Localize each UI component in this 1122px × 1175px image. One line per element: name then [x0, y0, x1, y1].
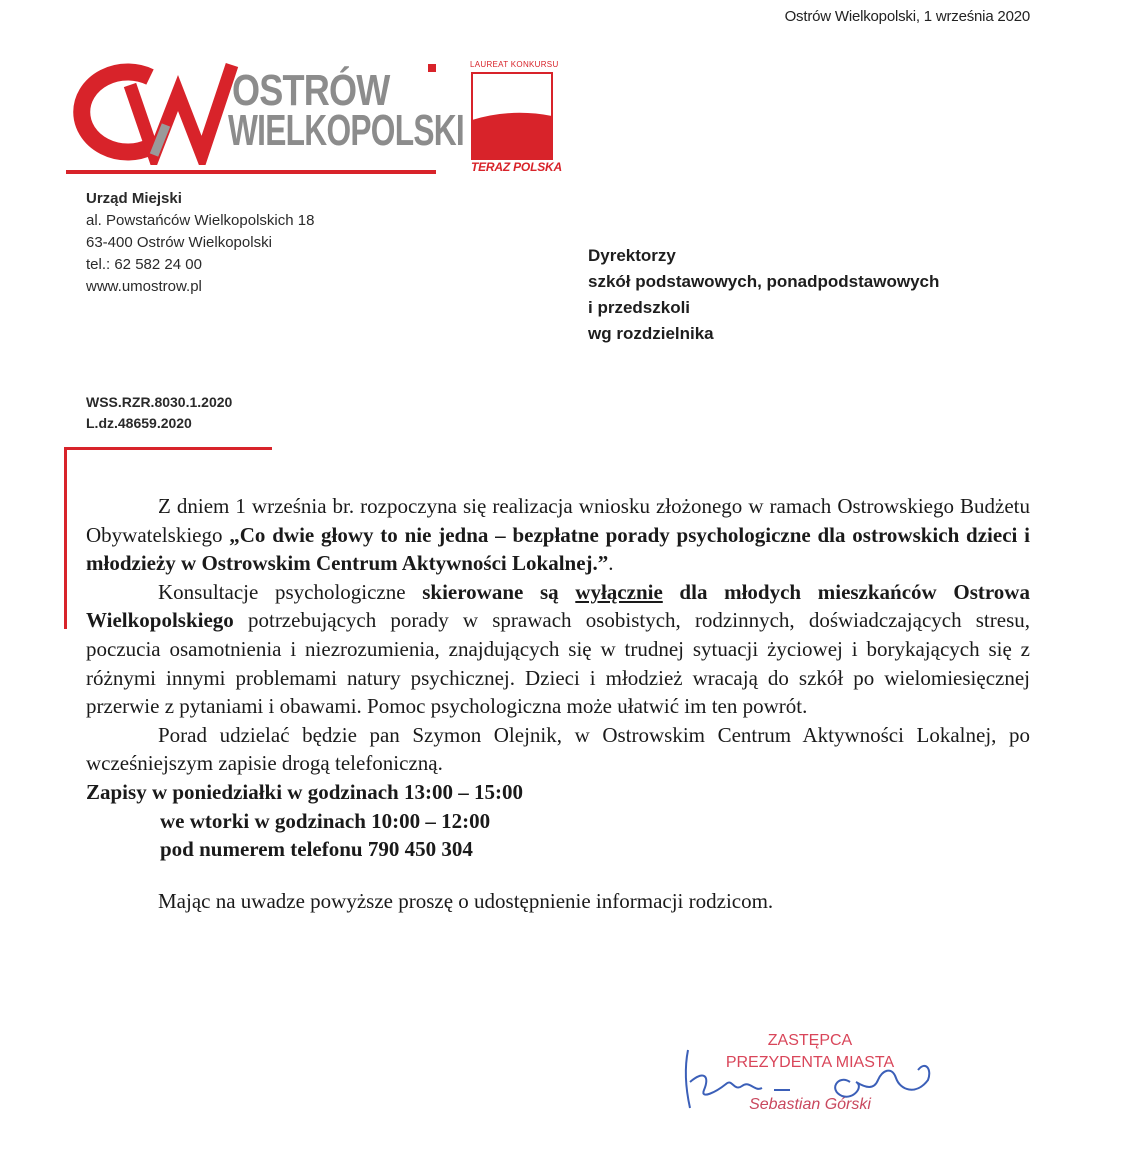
schedule-line: pod numerem telefonu 790 450 304 — [160, 837, 473, 862]
recipient-block — [588, 243, 939, 347]
stamp-title: PREZYDENTA MIASTA — [725, 1054, 895, 1071]
text-run: potrzebujących porady w sprawach osobistych, rodzinnych, doświadczających stresu, poczucia osamotnienia i niezrozumienia, znajdujących się w trudnej sytuacji życiowej i borykających się z różnymi innymi problemami natury psychicznej. Dzieci i młodzież wracają do szkół po wielomiesięcznej przerwie z pytaniami i obawami. Pomoc psychologiczna może ułatwić im ten powrót. — [86, 608, 1030, 719]
office-address — [86, 188, 314, 298]
recipient-line: i przedszkoli — [588, 298, 691, 317]
official-stamp — [690, 1030, 930, 1116]
recipient-line: Dyrektorzy — [588, 246, 676, 265]
office-phone: tel.: 62 582 24 00 — [86, 256, 202, 273]
text-run: Z dniem 1 września br. rozpoczyna się realizacja wniosku złożonego w ramach Ostrowskiego Budżetu Obywatelskiego — [86, 494, 1030, 547]
closing-paragraph: Mając na uwadze powyższe proszę o udostępnienie informacji rodzicom. — [158, 888, 774, 913]
text-run: Konsultacje psychologiczne — [158, 579, 423, 604]
logo-dot — [428, 64, 436, 72]
award-name: TERAZ POLSKA — [471, 160, 562, 174]
paragraph-1 — [86, 492, 1030, 578]
schedule-block — [86, 778, 1030, 864]
recipient-line: szkół podstawowych, ponadpodstawowych — [588, 272, 940, 291]
office-name: Urząd Miejski — [86, 190, 182, 207]
reference-numbers — [86, 392, 232, 434]
emphasis-run: dla młodych mieszkańców Ostrowa Wielkopolskiego — [86, 579, 1030, 633]
project-title: „Co dwie głowy to nie jedna – bezpłatne porady psychologiczne dla ostrowskich dzieci i młodzieży w Ostrowskim Centrum Aktywności Lokalnej.” — [86, 522, 1030, 576]
logo-word-ostrow: OSTRÓW — [232, 66, 390, 115]
signatory-name: Sebastian Górski — [749, 1096, 871, 1113]
text-run: . — [608, 551, 614, 576]
corner-bracket-top — [64, 447, 272, 450]
office-website: www.umostrow.pl — [86, 278, 202, 295]
corner-bracket-left — [64, 447, 67, 629]
emphasis-run: skierowane są — [422, 579, 576, 604]
stamp-title: ZASTĘPCA — [767, 1032, 853, 1049]
paragraph-2 — [86, 578, 1030, 721]
logo-underline — [66, 170, 436, 174]
letter-date: Ostrów Wielkopolski, 1 września 2020 — [784, 8, 1030, 25]
office-city: 63-400 Ostrów Wielkopolski — [86, 234, 272, 251]
recipient-line: wg rozdzielnika — [588, 324, 714, 343]
logo-word-wielkopolski: WIELKOPOLSKI — [228, 106, 465, 155]
teraz-polska-flag-icon — [471, 72, 553, 160]
schedule-line: Zapisy w poniedziałki w godzinach 13:00 – 15:00 — [86, 779, 523, 804]
office-street: al. Powstańców Wielkopolskich 18 — [86, 212, 315, 229]
paragraph-3: Porad udzielać będzie pan Szymon Olejnik, w Ostrowskim Centrum Aktywności Lokalnej, po wcześniejszym zapisie drogą telefoniczną. — [86, 722, 1030, 776]
journal-number: L.dz.48659.2020 — [86, 415, 192, 431]
city-logo-icon — [62, 55, 242, 165]
award-label: LAUREAT KONKURSU — [470, 60, 559, 69]
underlined-word: wyłącznie — [575, 579, 663, 604]
letter-body — [86, 492, 1030, 915]
schedule-line: we wtorki w godzinach 10:00 – 12:00 — [160, 808, 491, 833]
case-sign: WSS.RZR.8030.1.2020 — [86, 394, 233, 410]
